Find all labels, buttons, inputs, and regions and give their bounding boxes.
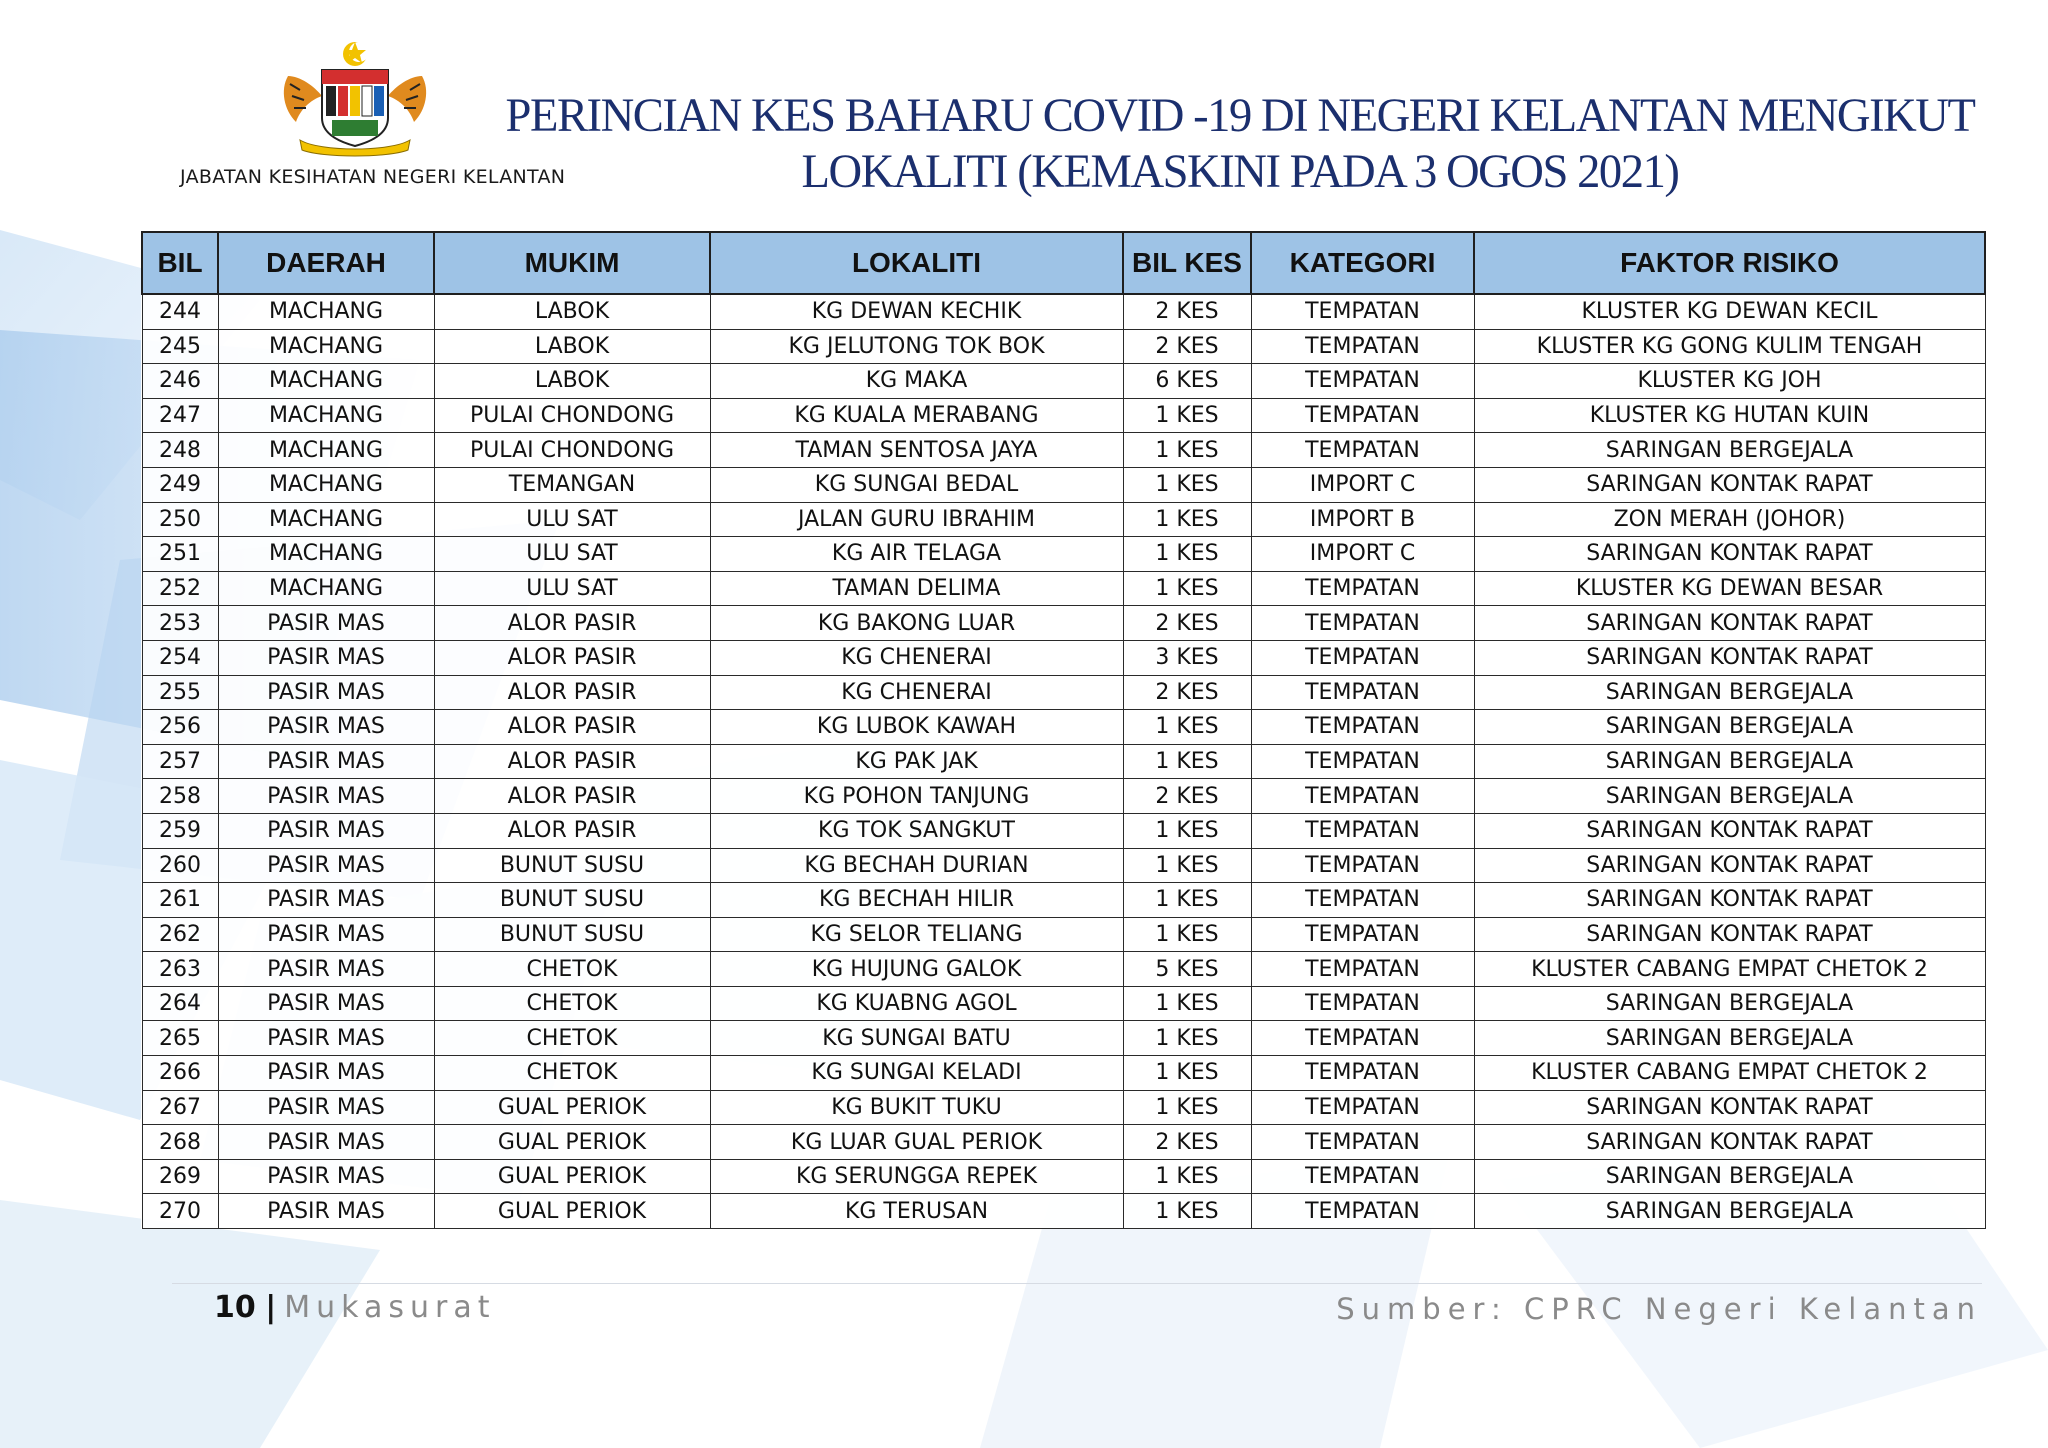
cell-faktor-risiko: SARINGAN KONTAK RAPAT — [1474, 1090, 1985, 1125]
cell-daerah: PASIR MAS — [218, 710, 434, 745]
cell-faktor-risiko: KLUSTER KG HUTAN KUIN — [1474, 398, 1985, 433]
cell-bil: 263 — [142, 952, 218, 987]
cell-daerah: PASIR MAS — [218, 1125, 434, 1160]
cell-bil: 256 — [142, 710, 218, 745]
cell-faktor-risiko: SARINGAN KONTAK RAPAT — [1474, 537, 1985, 572]
cell-faktor-risiko: KLUSTER KG JOH — [1474, 364, 1985, 399]
cell-mukim: PULAI CHONDONG — [434, 398, 710, 433]
cell-kategori: IMPORT C — [1251, 537, 1474, 572]
cell-daerah: PASIR MAS — [218, 986, 434, 1021]
cell-daerah: PASIR MAS — [218, 675, 434, 710]
col-header-lokaliti: LOKALITI — [710, 232, 1123, 294]
table-row — [142, 710, 1985, 745]
cell-kategori: TEMPATAN — [1251, 779, 1474, 814]
cell-mukim: GUAL PERIOK — [434, 1125, 710, 1160]
cell-bil-kes: 2 KES — [1123, 1125, 1251, 1160]
cell-daerah: PASIR MAS — [218, 1056, 434, 1091]
cell-bil: 257 — [142, 744, 218, 779]
cell-faktor-risiko: SARINGAN BERGEJALA — [1474, 779, 1985, 814]
cell-daerah: PASIR MAS — [218, 1090, 434, 1125]
cell-bil: 270 — [142, 1194, 218, 1229]
cell-daerah: PASIR MAS — [218, 848, 434, 883]
table-row — [142, 640, 1985, 675]
cell-bil: 262 — [142, 917, 218, 952]
cell-bil-kes: 1 KES — [1123, 1159, 1251, 1194]
cell-faktor-risiko: SARINGAN KONTAK RAPAT — [1474, 813, 1985, 848]
cell-mukim: ALOR PASIR — [434, 606, 710, 641]
table-row — [142, 433, 1985, 468]
cell-daerah: PASIR MAS — [218, 917, 434, 952]
cell-kategori: TEMPATAN — [1251, 1090, 1474, 1125]
cell-mukim: CHETOK — [434, 1056, 710, 1091]
cell-bil-kes: 1 KES — [1123, 917, 1251, 952]
col-header-bil-kes: BIL KES — [1123, 232, 1251, 294]
col-header-mukim: MUKIM — [434, 232, 710, 294]
cell-mukim: TEMANGAN — [434, 467, 710, 502]
cell-faktor-risiko: SARINGAN BERGEJALA — [1474, 433, 1985, 468]
cell-bil-kes: 2 KES — [1123, 329, 1251, 364]
cell-kategori: TEMPATAN — [1251, 606, 1474, 641]
cell-faktor-risiko: SARINGAN KONTAK RAPAT — [1474, 1125, 1985, 1160]
table-row — [142, 571, 1985, 606]
col-header-bil: BIL — [142, 232, 218, 294]
cell-kategori: TEMPATAN — [1251, 294, 1474, 329]
page-header — [0, 0, 2048, 225]
cell-bil-kes: 1 KES — [1123, 848, 1251, 883]
cell-daerah: PASIR MAS — [218, 744, 434, 779]
cell-kategori: TEMPATAN — [1251, 883, 1474, 918]
cell-lokaliti: KG SUNGAI BATU — [710, 1021, 1123, 1056]
cell-mukim: ALOR PASIR — [434, 710, 710, 745]
cell-bil: 255 — [142, 675, 218, 710]
cell-lokaliti: KG BUKIT TUKU — [710, 1090, 1123, 1125]
cell-lokaliti: KG LUBOK KAWAH — [710, 710, 1123, 745]
cell-kategori: TEMPATAN — [1251, 986, 1474, 1021]
cell-mukim: CHETOK — [434, 952, 710, 987]
table-row — [142, 467, 1985, 502]
cell-faktor-risiko: SARINGAN KONTAK RAPAT — [1474, 848, 1985, 883]
cell-faktor-risiko: SARINGAN BERGEJALA — [1474, 710, 1985, 745]
cell-kategori: TEMPATAN — [1251, 917, 1474, 952]
cell-kategori: TEMPATAN — [1251, 329, 1474, 364]
table-row — [142, 1194, 1985, 1229]
table-row — [142, 398, 1985, 433]
cell-bil: 251 — [142, 537, 218, 572]
table-row — [142, 952, 1985, 987]
table-header-row — [142, 232, 1985, 294]
cell-bil-kes: 1 KES — [1123, 433, 1251, 468]
cell-bil: 245 — [142, 329, 218, 364]
cell-bil-kes: 1 KES — [1123, 1194, 1251, 1229]
cell-bil-kes: 1 KES — [1123, 398, 1251, 433]
cell-lokaliti: KG LUAR GUAL PERIOK — [710, 1125, 1123, 1160]
table-row — [142, 329, 1985, 364]
cell-faktor-risiko: SARINGAN BERGEJALA — [1474, 986, 1985, 1021]
cell-kategori: TEMPATAN — [1251, 675, 1474, 710]
cell-bil: 260 — [142, 848, 218, 883]
table-row — [142, 537, 1985, 572]
cell-mukim: GUAL PERIOK — [434, 1159, 710, 1194]
cell-mukim: ALOR PASIR — [434, 675, 710, 710]
cell-faktor-risiko: KLUSTER CABANG EMPAT CHETOK 2 — [1474, 952, 1985, 987]
cell-faktor-risiko: KLUSTER KG DEWAN BESAR — [1474, 571, 1985, 606]
cell-kategori: TEMPATAN — [1251, 398, 1474, 433]
source-footer: Sumber: CPRC Negeri Kelantan — [1336, 1292, 1982, 1326]
cell-bil-kes: 1 KES — [1123, 986, 1251, 1021]
cell-kategori: TEMPATAN — [1251, 848, 1474, 883]
cell-lokaliti: KG SERUNGGA REPEK — [710, 1159, 1123, 1194]
cell-bil-kes: 2 KES — [1123, 294, 1251, 329]
cell-bil: 264 — [142, 986, 218, 1021]
table-row — [142, 675, 1985, 710]
title-line-2: LOKALITI (KEMASKINI PADA 3 OGOS 2021) — [801, 145, 1679, 198]
cell-kategori: IMPORT C — [1251, 467, 1474, 502]
table-row — [142, 606, 1985, 641]
cell-mukim: ALOR PASIR — [434, 640, 710, 675]
cell-daerah: PASIR MAS — [218, 1159, 434, 1194]
cell-daerah: MACHANG — [218, 571, 434, 606]
coat-of-arms-logo — [270, 40, 440, 158]
cell-bil-kes: 2 KES — [1123, 675, 1251, 710]
col-header-kategori: KATEGORI — [1251, 232, 1474, 294]
cell-daerah: MACHANG — [218, 294, 434, 329]
cell-lokaliti: KG KUALA MERABANG — [710, 398, 1123, 433]
cell-mukim: BUNUT SUSU — [434, 883, 710, 918]
cell-bil: 249 — [142, 467, 218, 502]
cell-kategori: TEMPATAN — [1251, 813, 1474, 848]
cell-bil-kes: 1 KES — [1123, 571, 1251, 606]
cell-lokaliti: KG CHENERAI — [710, 675, 1123, 710]
cell-faktor-risiko: SARINGAN BERGEJALA — [1474, 1021, 1985, 1056]
page-number-footer — [214, 1290, 496, 1325]
cell-kategori: TEMPATAN — [1251, 710, 1474, 745]
cell-faktor-risiko: ZON MERAH (JOHOR) — [1474, 502, 1985, 537]
cell-lokaliti: KG KUABNG AGOL — [710, 986, 1123, 1021]
cell-lokaliti: KG TOK SANGKUT — [710, 813, 1123, 848]
cell-mukim: BUNUT SUSU — [434, 848, 710, 883]
footer-divider — [172, 1283, 1982, 1284]
cell-bil-kes: 1 KES — [1123, 1056, 1251, 1091]
cell-lokaliti: KG JELUTONG TOK BOK — [710, 329, 1123, 364]
cell-bil: 266 — [142, 1056, 218, 1091]
department-name: JABATAN KESIHATAN NEGERI KELANTAN — [180, 166, 566, 188]
page-label: Mukasurat — [284, 1290, 496, 1325]
cell-bil-kes: 1 KES — [1123, 502, 1251, 537]
table-row — [142, 1056, 1985, 1091]
cell-faktor-risiko: SARINGAN BERGEJALA — [1474, 675, 1985, 710]
table-row — [142, 883, 1985, 918]
cell-faktor-risiko: SARINGAN KONTAK RAPAT — [1474, 606, 1985, 641]
table-row — [142, 1021, 1985, 1056]
page-title — [503, 88, 1977, 200]
page-number: 10 — [214, 1290, 256, 1325]
cell-daerah: PASIR MAS — [218, 813, 434, 848]
cell-kategori: TEMPATAN — [1251, 1159, 1474, 1194]
cell-bil: 267 — [142, 1090, 218, 1125]
cell-bil: 244 — [142, 294, 218, 329]
table-row — [142, 502, 1985, 537]
cell-mukim: ALOR PASIR — [434, 813, 710, 848]
cell-faktor-risiko: SARINGAN BERGEJALA — [1474, 1159, 1985, 1194]
cell-bil-kes: 6 KES — [1123, 364, 1251, 399]
cell-bil-kes: 1 KES — [1123, 537, 1251, 572]
cell-bil-kes: 1 KES — [1123, 467, 1251, 502]
cell-faktor-risiko: KLUSTER KG GONG KULIM TENGAH — [1474, 329, 1985, 364]
cell-mukim: LABOK — [434, 329, 710, 364]
cell-lokaliti: KG SUNGAI KELADI — [710, 1056, 1123, 1091]
cell-lokaliti: KG POHON TANJUNG — [710, 779, 1123, 814]
table-row — [142, 294, 1985, 329]
cell-daerah: PASIR MAS — [218, 779, 434, 814]
col-header-daerah: DAERAH — [218, 232, 434, 294]
table-row — [142, 1159, 1985, 1194]
cell-lokaliti: KG SUNGAI BEDAL — [710, 467, 1123, 502]
cell-mukim: PULAI CHONDONG — [434, 433, 710, 468]
cell-bil: 248 — [142, 433, 218, 468]
table-row — [142, 1125, 1985, 1160]
cell-lokaliti: TAMAN DELIMA — [710, 571, 1123, 606]
cell-lokaliti: KG CHENERAI — [710, 640, 1123, 675]
cell-mukim: BUNUT SUSU — [434, 917, 710, 952]
cell-faktor-risiko: KLUSTER KG DEWAN KECIL — [1474, 294, 1985, 329]
cell-kategori: TEMPATAN — [1251, 1056, 1474, 1091]
cases-table — [141, 231, 1986, 1229]
cell-lokaliti: KG PAK JAK — [710, 744, 1123, 779]
cell-faktor-risiko: KLUSTER CABANG EMPAT CHETOK 2 — [1474, 1056, 1985, 1091]
cell-bil-kes: 1 KES — [1123, 1021, 1251, 1056]
table-row — [142, 364, 1985, 399]
table-row — [142, 813, 1985, 848]
cell-daerah: MACHANG — [218, 467, 434, 502]
cell-daerah: PASIR MAS — [218, 952, 434, 987]
cell-bil-kes: 1 KES — [1123, 744, 1251, 779]
cell-kategori: TEMPATAN — [1251, 571, 1474, 606]
cell-lokaliti: KG AIR TELAGA — [710, 537, 1123, 572]
cell-daerah: PASIR MAS — [218, 606, 434, 641]
table-body — [142, 294, 1985, 1229]
cell-mukim: CHETOK — [434, 986, 710, 1021]
cell-mukim: ULU SAT — [434, 502, 710, 537]
cell-mukim: ULU SAT — [434, 537, 710, 572]
cell-bil-kes: 1 KES — [1123, 813, 1251, 848]
cell-mukim: CHETOK — [434, 1021, 710, 1056]
cell-daerah: PASIR MAS — [218, 1194, 434, 1229]
cell-bil: 258 — [142, 779, 218, 814]
cell-bil: 259 — [142, 813, 218, 848]
cell-daerah: PASIR MAS — [218, 883, 434, 918]
cell-daerah: MACHANG — [218, 537, 434, 572]
cell-faktor-risiko: SARINGAN BERGEJALA — [1474, 1194, 1985, 1229]
cell-lokaliti: TAMAN SENTOSA JAYA — [710, 433, 1123, 468]
cell-mukim: ULU SAT — [434, 571, 710, 606]
cell-kategori: TEMPATAN — [1251, 433, 1474, 468]
cell-lokaliti: KG BECHAH DURIAN — [710, 848, 1123, 883]
table-row — [142, 744, 1985, 779]
cell-kategori: TEMPATAN — [1251, 364, 1474, 399]
cell-kategori: TEMPATAN — [1251, 744, 1474, 779]
cell-bil: 254 — [142, 640, 218, 675]
cell-bil-kes: 2 KES — [1123, 606, 1251, 641]
cases-table-container — [141, 231, 1984, 1229]
cell-bil: 252 — [142, 571, 218, 606]
cell-bil: 246 — [142, 364, 218, 399]
page-separator: | — [265, 1290, 277, 1325]
cell-lokaliti: KG DEWAN KECHIK — [710, 294, 1123, 329]
cell-lokaliti: KG TERUSAN — [710, 1194, 1123, 1229]
cell-bil: 269 — [142, 1159, 218, 1194]
cell-kategori: IMPORT B — [1251, 502, 1474, 537]
cell-bil-kes: 1 KES — [1123, 883, 1251, 918]
cell-bil-kes: 3 KES — [1123, 640, 1251, 675]
cell-kategori: TEMPATAN — [1251, 1021, 1474, 1056]
cell-bil: 261 — [142, 883, 218, 918]
cell-lokaliti: KG HUJUNG GALOK — [710, 952, 1123, 987]
cell-bil: 250 — [142, 502, 218, 537]
cell-daerah: PASIR MAS — [218, 1021, 434, 1056]
cell-lokaliti: KG BECHAH HILIR — [710, 883, 1123, 918]
cell-kategori: TEMPATAN — [1251, 1125, 1474, 1160]
cell-mukim: LABOK — [434, 364, 710, 399]
cell-daerah: MACHANG — [218, 329, 434, 364]
table-row — [142, 848, 1985, 883]
cell-bil: 265 — [142, 1021, 218, 1056]
cell-faktor-risiko: SARINGAN KONTAK RAPAT — [1474, 467, 1985, 502]
table-row — [142, 1090, 1985, 1125]
cell-bil-kes: 5 KES — [1123, 952, 1251, 987]
cell-faktor-risiko: SARINGAN KONTAK RAPAT — [1474, 640, 1985, 675]
cell-lokaliti: JALAN GURU IBRAHIM — [710, 502, 1123, 537]
cell-lokaliti: KG SELOR TELIANG — [710, 917, 1123, 952]
cell-daerah: PASIR MAS — [218, 640, 434, 675]
cell-bil: 247 — [142, 398, 218, 433]
table-row — [142, 986, 1985, 1021]
cell-bil-kes: 2 KES — [1123, 779, 1251, 814]
cell-faktor-risiko: SARINGAN KONTAK RAPAT — [1474, 917, 1985, 952]
cell-kategori: TEMPATAN — [1251, 640, 1474, 675]
table-header — [142, 232, 1985, 294]
cell-daerah: MACHANG — [218, 433, 434, 468]
cell-daerah: MACHANG — [218, 364, 434, 399]
cell-lokaliti: KG BAKONG LUAR — [710, 606, 1123, 641]
col-header-faktor-risiko: FAKTOR RISIKO — [1474, 232, 1985, 294]
cell-bil-kes: 1 KES — [1123, 1090, 1251, 1125]
cell-kategori: TEMPATAN — [1251, 1194, 1474, 1229]
cell-bil: 253 — [142, 606, 218, 641]
cell-bil-kes: 1 KES — [1123, 710, 1251, 745]
cell-faktor-risiko: SARINGAN BERGEJALA — [1474, 744, 1985, 779]
cell-daerah: MACHANG — [218, 398, 434, 433]
cell-kategori: TEMPATAN — [1251, 952, 1474, 987]
cell-mukim: GUAL PERIOK — [434, 1090, 710, 1125]
table-row — [142, 779, 1985, 814]
cell-bil: 268 — [142, 1125, 218, 1160]
cell-mukim: LABOK — [434, 294, 710, 329]
table-row — [142, 917, 1985, 952]
cell-lokaliti: KG MAKA — [710, 364, 1123, 399]
cell-faktor-risiko: SARINGAN KONTAK RAPAT — [1474, 883, 1985, 918]
title-line-1: PERINCIAN KES BAHARU COVID -19 DI NEGERI KELANTAN MENGIKUT — [505, 89, 1975, 142]
cell-daerah: MACHANG — [218, 502, 434, 537]
cell-mukim: ALOR PASIR — [434, 744, 710, 779]
cell-mukim: GUAL PERIOK — [434, 1194, 710, 1229]
cell-mukim: ALOR PASIR — [434, 779, 710, 814]
